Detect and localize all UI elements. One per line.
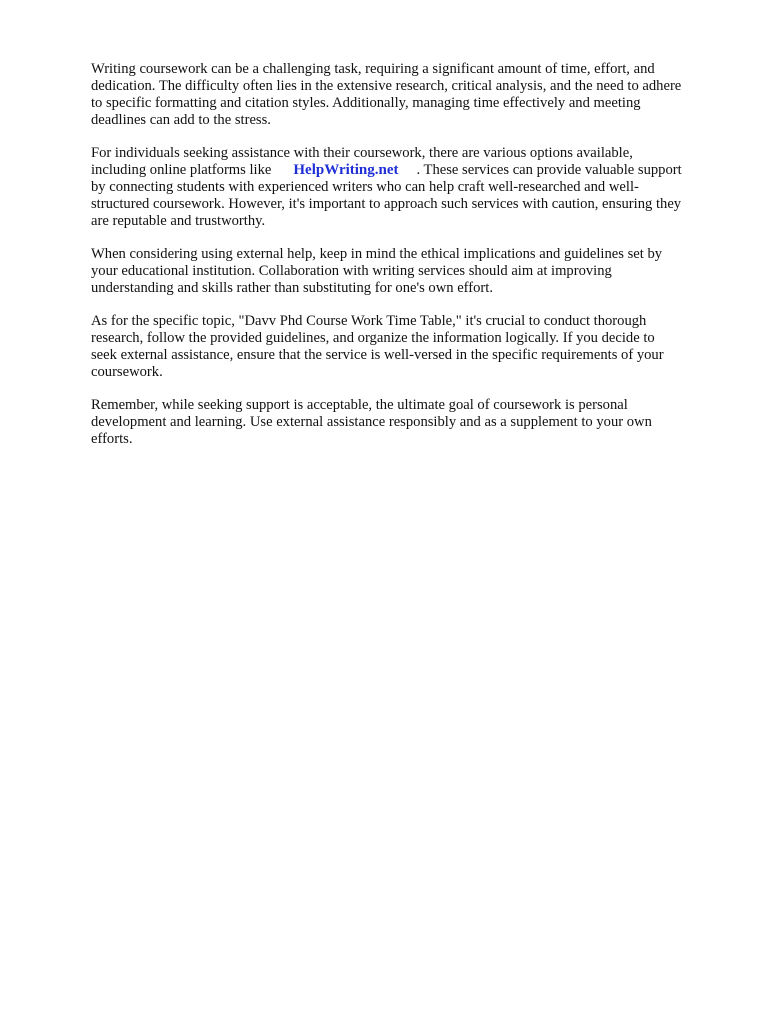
- text-line: by connecting students with experienced writers who can help craft well-researched and well-: [91, 179, 639, 195]
- paragraph-assistance: [91, 145, 723, 230]
- text-line: When considering using external help, keep in mind the ethical implications and guidelines set by: [91, 246, 663, 262]
- text-line: research, follow the provided guidelines, and organize the information logically. If you decide to: [91, 330, 655, 346]
- paragraph-topic: [91, 313, 723, 381]
- text-line: Writing coursework can be a challenging task, requiring a significant amount of time, effort, and: [91, 61, 655, 77]
- text-line: coursework.: [91, 364, 163, 380]
- paragraph-conclusion: [91, 397, 723, 448]
- text-line: structured coursework. However, it's important to approach such services with caution, ensuring they: [91, 196, 682, 212]
- text-fragment: . These services can provide valuable support: [416, 162, 682, 178]
- text-line: seek external assistance, ensure that the service is well-versed in the specific requirements of your: [91, 347, 664, 363]
- paragraph-intro: [91, 61, 723, 129]
- text-line: to specific formatting and citation styles. Additionally, managing time effectively and meeting: [91, 95, 641, 111]
- text-line: deadlines can add to the stress.: [91, 112, 271, 128]
- text-line: development and learning. Use external assistance responsibly and as a supplement to your own: [91, 414, 652, 430]
- text-line: are reputable and trustworthy.: [91, 213, 266, 229]
- paragraph-ethics: [91, 246, 723, 297]
- text-fragment: including online platforms like: [91, 162, 272, 178]
- text-line: For individuals seeking assistance with their coursework, there are various options available,: [91, 145, 633, 161]
- text-line: understanding and skills rather than substituting for one's own effort.: [91, 280, 493, 296]
- text-line: efforts.: [91, 431, 133, 447]
- text-line-with-link: [91, 162, 723, 179]
- text-line: Remember, while seeking support is acceptable, the ultimate goal of coursework is personal: [91, 397, 628, 413]
- text-line: As for the specific topic, "Davv Phd Course Work Time Table," it's crucial to conduct thorough: [91, 313, 647, 329]
- document-body: [91, 61, 723, 464]
- text-line: your educational institution. Collaboration with writing services should aim at improving: [91, 263, 612, 279]
- text-line: dedication. The difficulty often lies in the extensive research, critical analysis, and the need to adhere: [91, 78, 682, 94]
- helpwriting-link[interactable]: HelpWriting.net: [293, 162, 399, 178]
